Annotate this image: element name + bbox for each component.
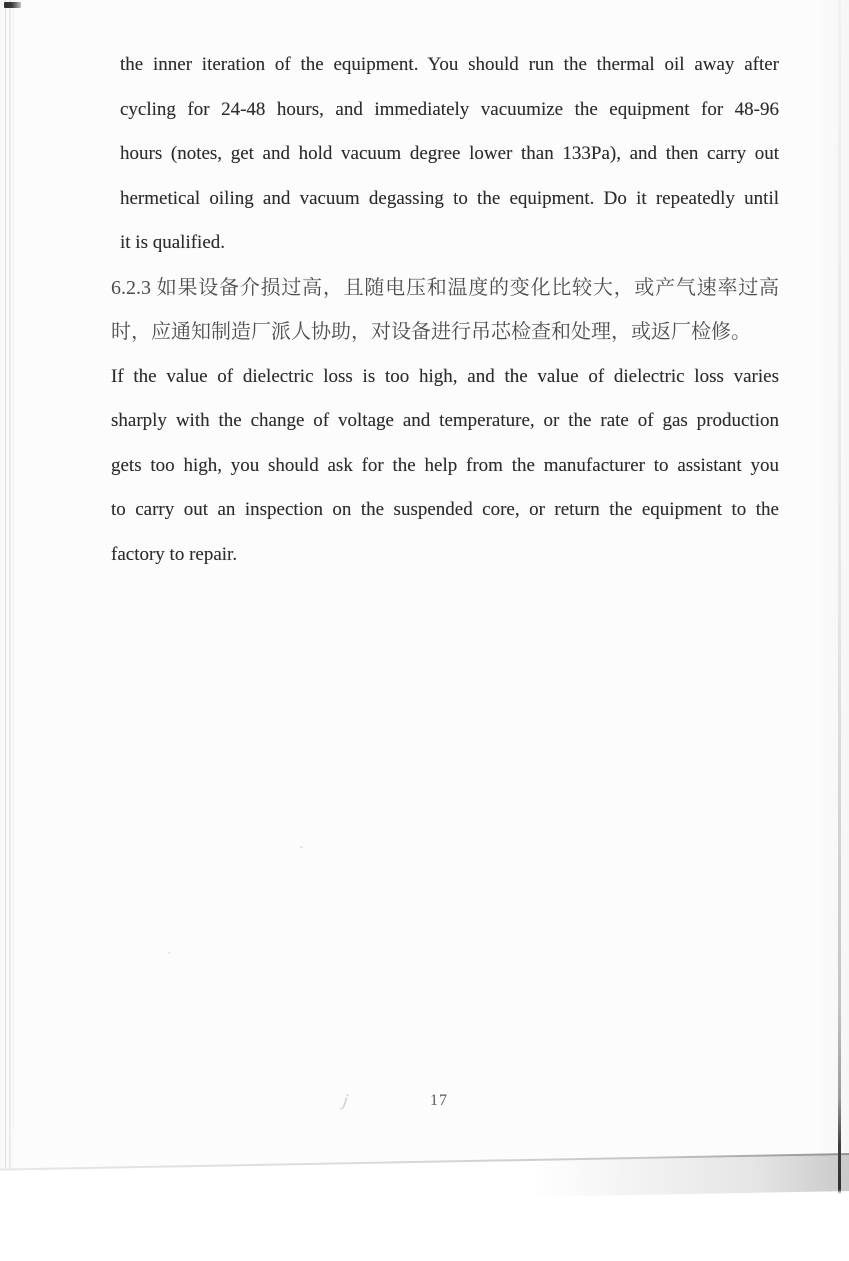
scan-streak-artifact [13,0,14,1130]
text-line: factory to repair. [111,543,238,565]
text-line: it is qualified. [120,232,226,253]
text-line: to carry out an inspection on the suspended core, or return the equipment to the [111,499,779,520]
scan-streak-artifact [9,0,11,1171]
text-line: hours (notes, get and hold vacuum degree lower than 133Pa), and then carry out [120,143,779,164]
scan-speck [168,952,170,954]
text-line: If the value of dielectric loss is too high, and the value of dielectric loss varies [111,365,779,387]
paragraph-english-2 [111,355,779,578]
bottom-right-shadow [532,1155,849,1197]
scanner-background-below-page-edge [0,1155,849,1261]
paragraph-english-1 [111,43,779,266]
scan-streak-artifact [5,0,6,1171]
scan-speck [300,846,303,848]
text-line: the inner iteration of the equipment. You should run the thermal oil away after [120,54,779,75]
page-number: 17 [430,1092,448,1109]
text-line: sharply with the change of voltage and temperature, or the rate of gas production [111,410,779,431]
scan-ink-smudge: j [341,1089,350,1111]
text-line: gets too high, you should ask for the help from the manufacturer to assistant you [111,454,779,476]
scan-corner-dash-artifact [4,2,21,8]
text-line: cycling for 24-48 hours, and immediately vacuumize the equipment for 48-96 [120,98,779,120]
text-line: hermetical oiling and vacuum degassing to the equipment. Do it repeatedly until [120,187,779,209]
text-line: 6.2.3 如果设备介损过高，且随电压和温度的变化比较大，或产气速率过高 [111,276,779,299]
page-right-edge [838,0,841,1194]
paragraph-chinese-6-2-3 [111,266,779,355]
document-text-block [111,43,779,577]
text-line: 时，应通知制造厂派人协助，对设备进行吊芯检查和处理，或返厂检修。 [111,321,751,343]
